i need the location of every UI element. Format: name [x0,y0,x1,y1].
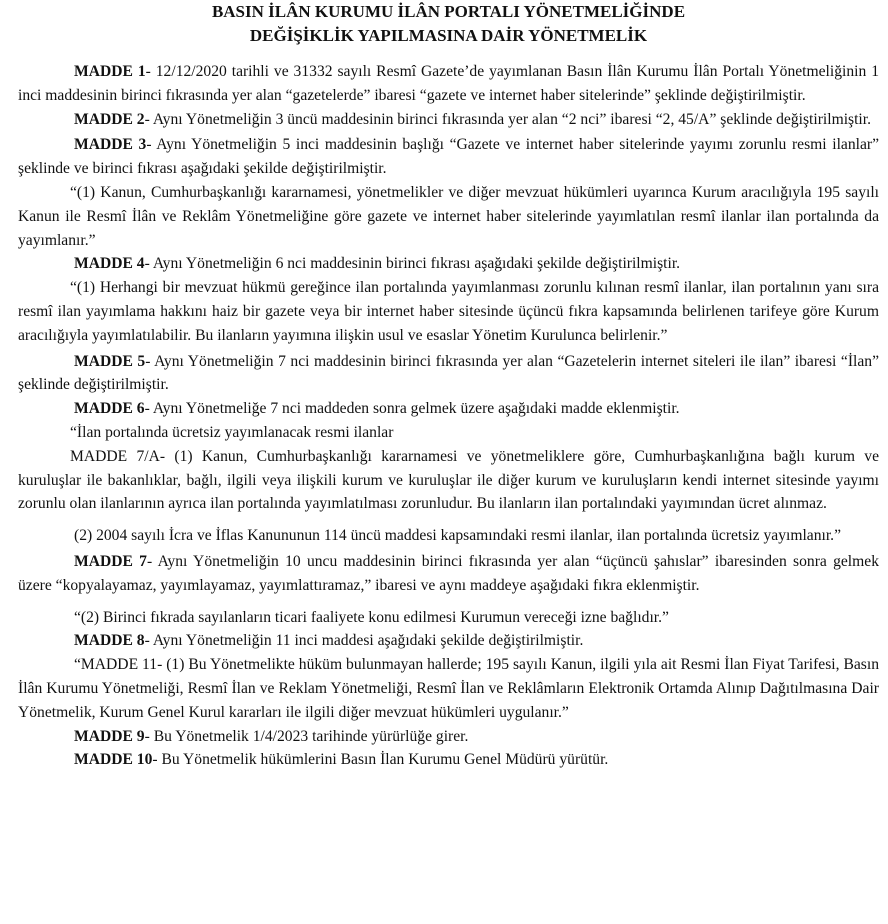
article-text: - Aynı Yönetmeliğin 5 inci maddesinin başlığı “Gazete ve internet haber sitelerinde yayımı zorunlu resmi ilanlar” şeklinde ve birinci fıkrası aşağıdaki şekilde değiştirilmiştir. [18,136,879,178]
article-label: MADDE 9 [74,727,145,745]
article-text: - Aynı Yönetmeliğin 6 nci maddesinin birinci fıkrası aşağıdaki şekilde değiştirilmiştir. [144,255,681,273]
article-1 [18,60,879,108]
article-6 [18,397,879,421]
quoted-paragraph [18,181,879,252]
article-label: MADDE 10 [74,751,153,769]
article-text: - Aynı Yönetmeliğin 3 üncü maddesinin birinci fıkrasında yer alan “2 nci” ibaresi “2, 45/A” şeklinde değiştirilmiştir. [144,110,871,128]
paragraph-text: “(2) Birinci fıkrada sayılanların ticari faaliyete konu edilmesi Kurumun vereceği izne bağlıdır.” [74,608,669,626]
article-label: MADDE 5 [74,352,146,370]
quoted-paragraph [18,445,879,516]
article-10 [18,748,879,772]
article-label: MADDE 6 [74,400,145,418]
article-9 [18,725,879,749]
quoted-paragraph [18,653,879,724]
article-text: - 12/12/2020 tarihli ve 31332 sayılı Resmî Gazete’de yayımlanan Basın İlân Kurumu İlân Portalı Yönetmeliğinin 1 inci maddesinin birinci fıkrasında yer alan “gazetelerde” ibaresi “gazete ve internet haber sitelerinde” şeklinde değiştirilmiştir. [18,63,879,104]
quoted-paragraph [18,524,879,548]
paragraph-text: “MADDE 11- (1) Bu Yönetmelikte hüküm bulunmayan hallerde; 195 sayılı Kanun, ilgili yıla ait Resmi İlan Fiyat Tarifesi, Basın İlân Kurumu Yönetmeliği, Resmî İlan ve Reklam Yönetmeliği, Resmî İlan ve Reklâmların Elektronik Ortamda Alınıp Dağıtılmasına Dair Yönetmelik, Kurum Genel Kurul kararları ile ilgili diğer mevzuat hükümleri uygulanır.” [18,656,879,721]
title-line-1: BASIN İLÂN KURUMU İLÂN PORTALI YÖNETMELİĞİNDE [211,2,686,21]
article-4 [18,252,879,276]
paragraph-text: (2) 2004 sayılı İcra ve İflas Kanununun 114 üncü maddesi kapsamındaki resmi ilanlar, ilan portalında ücretsiz yayımlanır.” [74,527,841,545]
article-text: - Aynı Yönetmeliğe 7 nci maddeden sonra gelmek üzere aşağıdaki madde eklenmiştir. [144,400,680,418]
article-text: - Bu Yönetmelik 1/4/2023 tarihinde yürürlüğe girer. [144,727,469,745]
title-line-2: DEĞİŞİKLİK YAPILMASINA DAİR YÖNETMELİK [249,26,648,45]
article-label: MADDE 7 [74,552,147,570]
article-2 [18,108,879,132]
article-label: MADDE 2 [74,110,145,128]
article-text: - Aynı Yönetmeliğin 7 nci maddesinin birinci fıkrasında yer alan “Gazetelerin internet siteleri ile ilan” ibaresi “İlan” şeklinde değiştirilmiştir. [18,352,879,394]
article-7 [18,550,879,598]
article-label: MADDE 8 [74,632,145,650]
article-text: - Bu Yönetmelik hükümlerini Basın İlan Kurumu Genel Müdürü yürütür. [152,751,609,769]
paragraph-text: “İlan portalında ücretsiz yayımlanacak resmi ilanlar [70,423,394,441]
quoted-paragraph [18,606,879,630]
document-body [18,60,879,772]
paragraph-text: MADDE 7/A- (1) Kanun, Cumhurbaşkanlığı kararnamesi ve yönetmeliklere göre, Cumhurbaşkanlığına bağlı kurum ve kuruluşlar ile bakanlıklar, bağlı, ilgili veya ilişkili kurum ve kuruluşlar ile diğer kurum ve kuruluşların kendi internet sitesinde yayımı zorunlu olan ilanlarının ayrıca ilan portalında yayımlatılması zorunludur. Bu ilanların ilan portalındaki yayımından ücret alınmaz. [18,447,879,513]
article-8 [18,629,879,653]
article-label: MADDE 1 [74,63,146,80]
article-5 [18,350,879,398]
paragraph-text: “(1) Herhangi bir mevzuat hükmü gereğince ilan portalında yayımlanması zorunlu kılınan resmî ilanlar, ilan portalının yanı sıra resmî ilan yayımlama hakkını haiz bir gazete veya bir internet haber sitesinde üçüncü fıkra kapsamında belirlenen tarifeye göre Kurum aracılığıyla yayımlatılabilir. Bu ilanların yayımına ilişkin usul ve esaslar Yönetim Kurulunca belirlenir.” [18,279,879,344]
article-text: - Aynı Yönetmeliğin 10 uncu maddesinin birinci fıkrasında yer alan “üçüncü şahıslar” ibaresinden sonra gelmek üzere “kopyalayamaz, yayımlayamaz, yayımlattıramaz,” ibaresi ve aynı maddeye aşağıdaki fıkra eklenmiştir. [18,552,879,594]
article-text: - Aynı Yönetmeliğin 11 inci maddesi aşağıdaki şekilde değiştirilmiştir. [144,632,584,650]
article-label: MADDE 4 [74,255,145,273]
paragraph-text: “(1) Kanun, Cumhurbaşkanlığı kararnamesi, yönetmelikler ve diğer mevzuat hükümleri uyarınca Kurum aracılığıyla 195 sayılı Kanun ile Resmî İlân ve Reklâm Yönetmeliğine göre gazete ve internet haber sitelerinde yayımlatılan resmî ilanlar ilan portalında da yayımlanır.” [18,183,879,249]
quoted-paragraph [18,276,879,347]
article-label: MADDE 3 [74,136,147,154]
quoted-heading [18,421,879,445]
document-title [18,0,879,48]
article-3 [18,133,879,181]
